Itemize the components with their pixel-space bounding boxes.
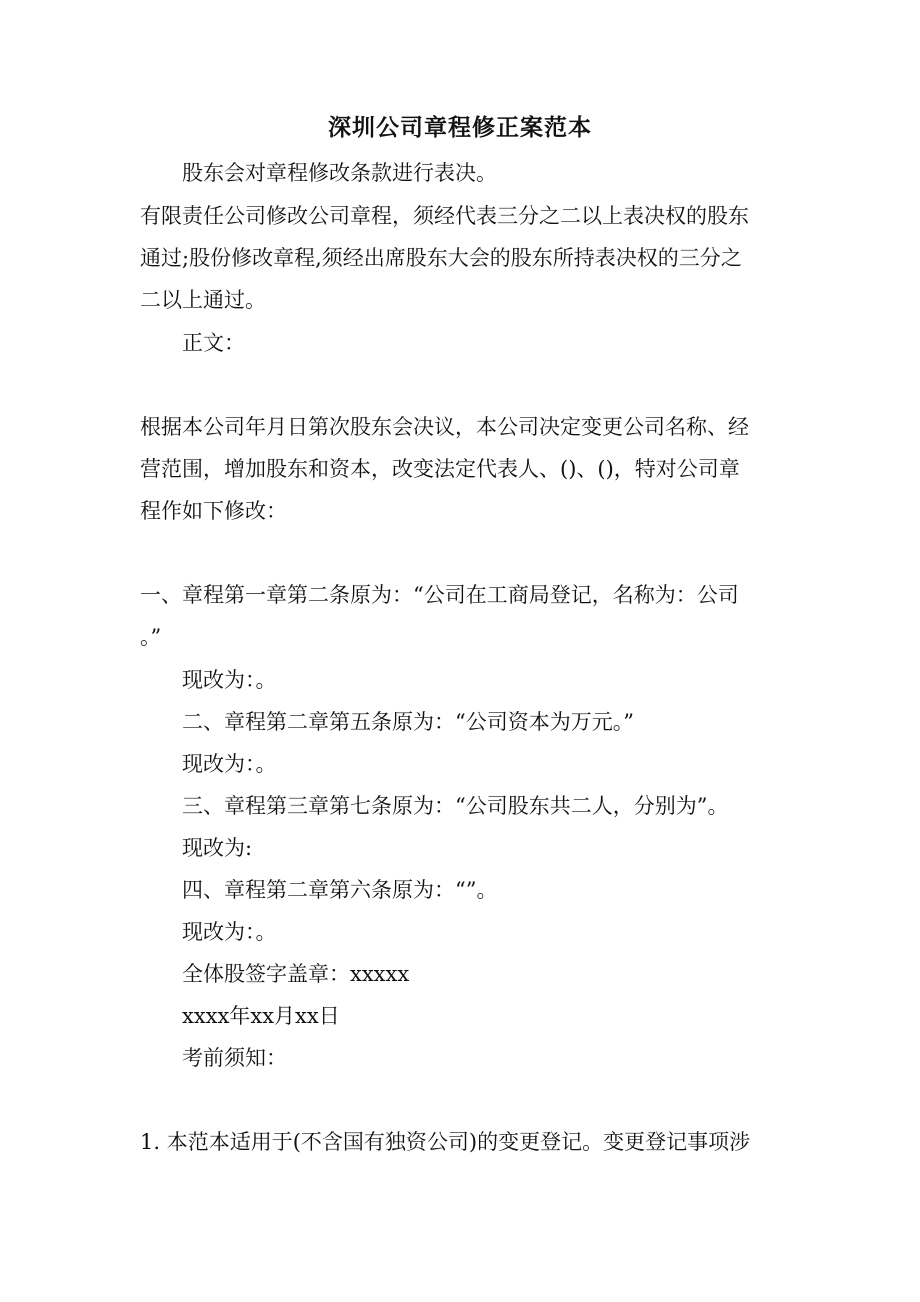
paragraph-line: xxxx年xx月xx日 bbox=[182, 1004, 340, 1028]
paragraph-line: 三、章程第三章第七条原为：“公司股东共二人，分别为”。 bbox=[182, 794, 729, 818]
paragraph-line: 四、章程第二章第六条原为：“”。 bbox=[182, 878, 498, 902]
paragraph-line: 正文： bbox=[182, 331, 245, 355]
paragraph-line: 全体股签字盖章：xxxxx bbox=[182, 962, 410, 986]
paragraph-line: 根据本公司年月日第次股东会决议，本公司决定变更公司名称、经 bbox=[140, 415, 749, 439]
paragraph-line: 考前须知： bbox=[182, 1046, 287, 1070]
paragraph-line: 二以上通过。 bbox=[140, 288, 266, 312]
paragraph-line: 股东会对章程修改条款进行表决。 bbox=[182, 161, 497, 185]
paragraph-line: 有限责任公司修改公司章程，须经代表三分之二以上表决权的股东 bbox=[140, 204, 749, 228]
paragraph-line: 营范围，增加股东和资本，改变法定代表人、()、()，特对公司章 bbox=[140, 457, 740, 481]
paragraph-line: 程作如下修改： bbox=[140, 499, 287, 523]
paragraph-line: 二、章程第二章第五条原为：“公司资本为万元。” bbox=[182, 710, 634, 734]
paragraph-line: 一、章程第一章第二条原为：“公司在工商局登记，名称为：公司 bbox=[140, 583, 739, 607]
paragraph-line: 现改为：。 bbox=[182, 668, 277, 692]
paragraph-line: 现改为：。 bbox=[182, 752, 277, 776]
paragraph-line: 通过;股份修改章程,须经出席股东大会的股东所持表决权的三分之 bbox=[140, 246, 742, 270]
paragraph-line: 。” bbox=[140, 625, 162, 649]
paragraph-line: 现改为: bbox=[182, 836, 253, 860]
paragraph-line: 现改为：。 bbox=[182, 920, 277, 944]
paragraph-line: 1. 本范本适用于(不含国有独资公司)的变更登记。变更登记事项涉 bbox=[140, 1130, 751, 1154]
document-title: 深圳公司章程修正案范本 bbox=[328, 114, 592, 141]
